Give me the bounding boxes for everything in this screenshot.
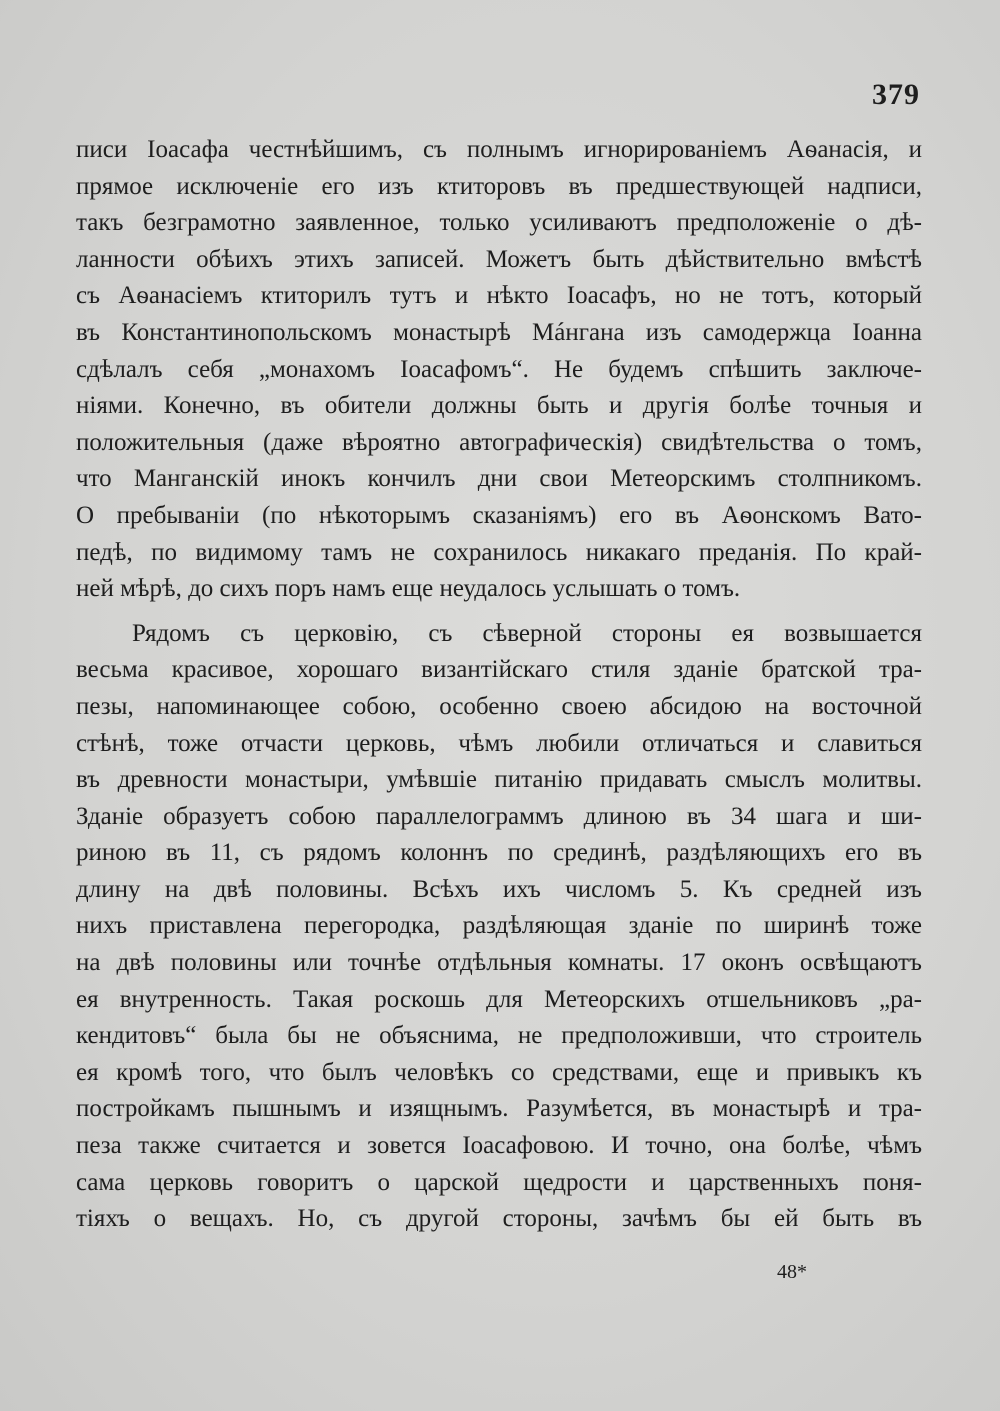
body-text [76,132,922,1238]
text-line: постройкамъ пышнымъ и изящнымъ. Разумѣется, въ монастырѣ и тра- [76,1095,922,1123]
text-line: Рядомъ съ церковію, съ сѣверной стороны ея возвышается [132,619,922,647]
text-line: риною въ 11, съ рядомъ колоннъ по срединѣ, раздѣляющихъ его въ [76,839,922,867]
paragraph [76,616,922,1238]
text-line: ея кромѣ того, что былъ человѣкъ со средствами, еще и привыкъ къ [76,1058,922,1086]
text-line: ніями. Конечно, въ обители должны быть и другія болѣе точныя и [76,392,922,420]
text-line: ланности обѣихъ этихъ записей. Можетъ быть дѣйствительно вмѣстѣ [76,245,922,273]
text-line: тіяхъ о вещахъ. Но, съ другой стороны, зачѣмъ бы ей быть въ [76,1205,922,1233]
text-line: длину на двѣ половины. Всѣхъ ихъ числомъ 5. Къ средней изъ [76,875,922,903]
text-line: ней мѣрѣ, до сихъ поръ намъ еще неудалось услышать о томъ. [76,575,741,603]
text-line: что Манганскій инокъ кончилъ дни свои Метеорскимъ столпникомъ. [76,465,922,493]
text-line: писи Іоасафа честнѣйшимъ, съ полнымъ игнорированіемъ Аѳанасія, и [76,136,922,163]
signature-mark: 48* [777,1261,807,1283]
text-line: пеза также считается и зовется Іоасафовою. И точно, она болѣе, чѣмъ [76,1132,922,1160]
text-line: такъ безграмотно заявленное, только усиливаютъ предположеніе о дѣ- [76,209,922,237]
text-line: весьма красивое, хорошаго византійскаго стиля зданіе братской тра- [76,656,922,684]
text-line: положительныя (даже вѣроятно автографическія) свидѣтельства о томъ, [76,428,922,456]
text-line: сдѣлалъ себя „монахомъ Іоасафомъ“. Не будемъ спѣшить заключе- [76,355,922,383]
text-line: Зданіе образуетъ собою параллелограммъ длиною въ 34 шага и ши- [76,802,922,830]
paragraph-gap [76,608,922,616]
text-line: сама церковь говоритъ о царской щедрости и царственныхъ поня- [76,1168,922,1196]
text-line: ея внутренность. Такая роскошь для Метеорскихъ отшельниковъ „ра- [76,985,922,1013]
text-line: въ древности монастыри, умѣвшіе питанію придавать смыслъ молитвы. [76,766,922,794]
text-line: О пребываніи (по нѣкоторымъ сказаніямъ) его въ Аѳонскомъ Вато- [76,501,922,529]
text-line: прямое исключеніе его изъ ктиторовъ въ предшествующей надписи, [76,172,922,200]
text-line: нихъ приставлена перегородка, раздѣляющая зданіе по ширинѣ тоже [76,912,922,940]
paragraph [76,132,922,608]
text-line: педѣ, по видимому тамъ не сохранилось никакаго преданія. По край- [76,538,922,566]
text-line: кендитовъ“ была бы не объяснима, не предположивши, что строитель [76,1022,922,1050]
text-line: стѣнѣ, тоже отчасти церковь, чѣмъ любили отличаться и славиться [76,729,922,757]
text-line: съ Аѳанасіемъ ктиторилъ тутъ и нѣкто Іоасафъ, но не тотъ, который [76,282,922,310]
page-number: 379 [872,78,920,111]
text-line: пезы, напоминающее собою, особенно своею абсидою на восточной [76,692,922,720]
text-line: на двѣ половины или точнѣе отдѣльныя комнаты. 17 оконъ освѣщаютъ [76,949,922,977]
text-line: въ Константинопольскомъ монастырѣ Мáнгана изъ самодержца Іоанна [76,318,922,346]
